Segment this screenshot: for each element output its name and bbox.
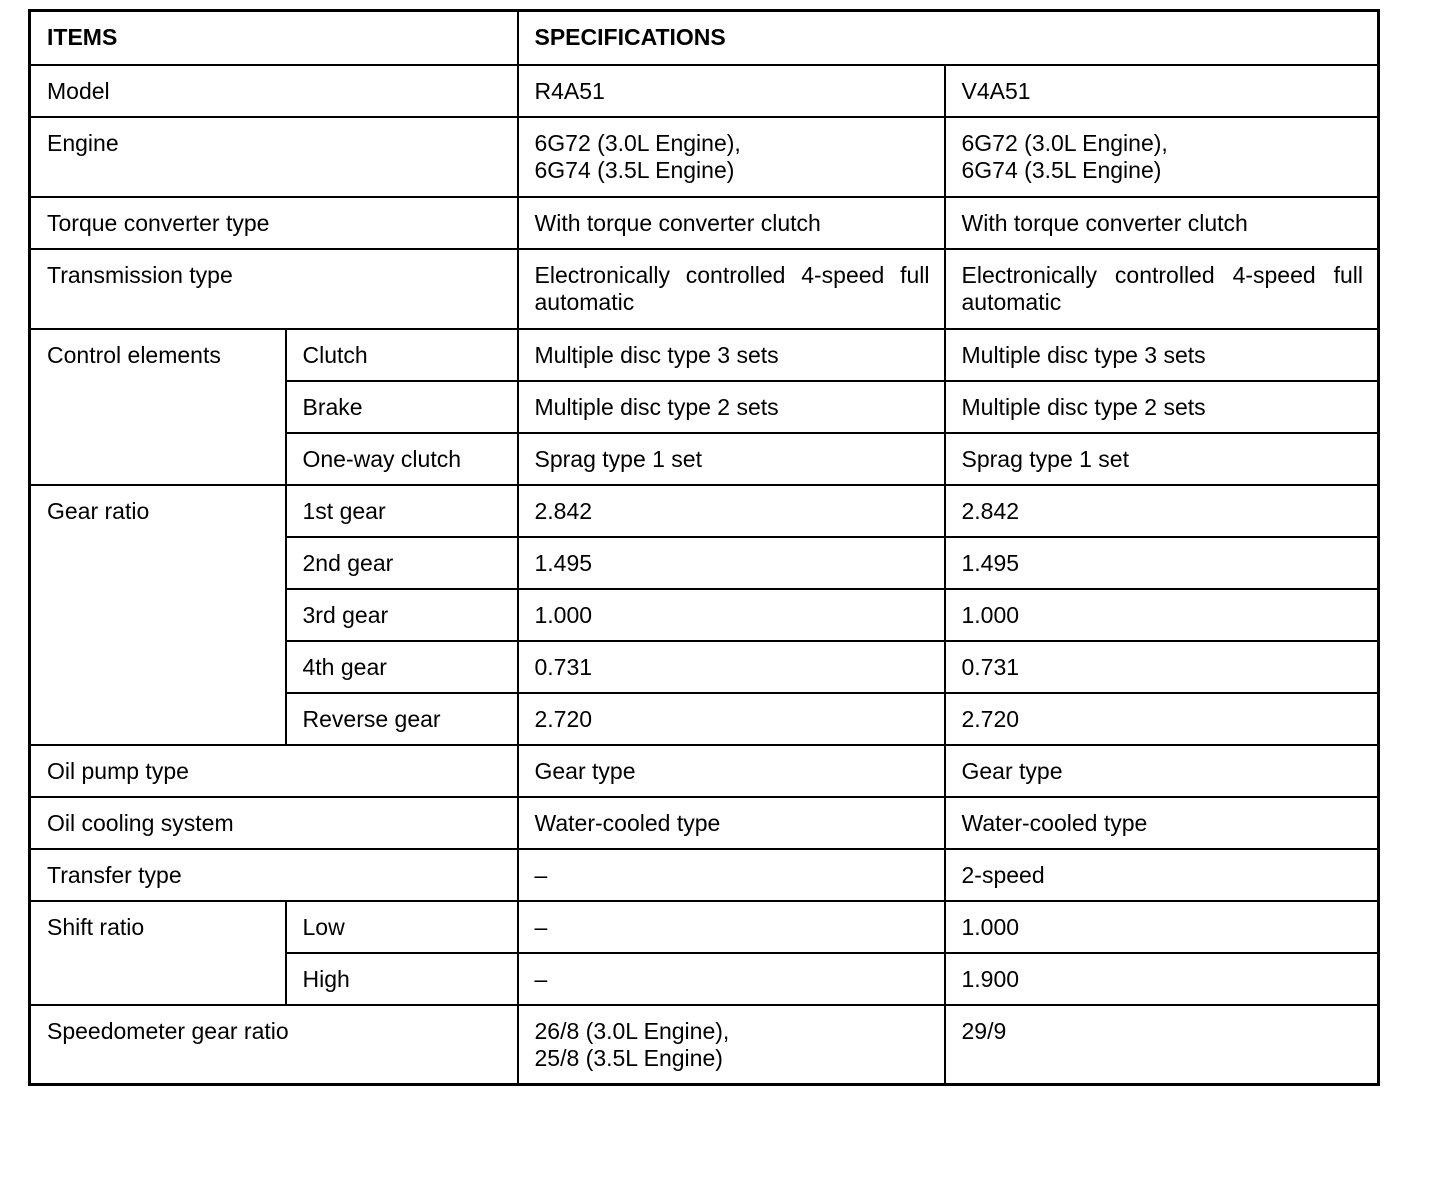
- table-row: [30, 797, 1379, 849]
- oil-pump-v4a51: Gear type: [945, 745, 1379, 797]
- transmission-r4a51: Electronically controlled 4-speed full automatic: [518, 249, 945, 329]
- header-row: [30, 11, 1379, 65]
- gear-3rd-r4a51: 1.000: [518, 589, 945, 641]
- control-sub-brake: Brake: [286, 381, 518, 433]
- control-sub-one-way-clutch: One-way clutch: [286, 433, 518, 485]
- speedometer-v4a51: 29/9: [945, 1005, 1379, 1085]
- gear-4th-r4a51: 0.731: [518, 641, 945, 693]
- clutch-v4a51: Multiple disc type 3 sets: [945, 329, 1379, 381]
- row-label-engine: Engine: [30, 117, 518, 197]
- gear-4th-v4a51: 0.731: [945, 641, 1379, 693]
- one-way-clutch-v4a51: Sprag type 1 set: [945, 433, 1379, 485]
- gear-sub-3rd: 3rd gear: [286, 589, 518, 641]
- row-label-oil-pump: Oil pump type: [30, 745, 518, 797]
- gear-2nd-r4a51: 1.495: [518, 537, 945, 589]
- table-row: [30, 901, 1379, 953]
- gear-1st-r4a51: 2.842: [518, 485, 945, 537]
- oil-cooling-v4a51: Water-cooled type: [945, 797, 1379, 849]
- specifications-table: [28, 9, 1380, 1086]
- table-row: [30, 745, 1379, 797]
- engine-r4a51: [518, 117, 945, 197]
- engine-v4a51: [945, 117, 1379, 197]
- shift-low-v4a51: 1.000: [945, 901, 1379, 953]
- gear-1st-v4a51: 2.842: [945, 485, 1379, 537]
- engine-v4a51-line: 6G74 (3.5L Engine): [961, 156, 1162, 183]
- control-sub-clutch: Clutch: [286, 329, 518, 381]
- engine-r4a51-line: 6G74 (3.5L Engine): [534, 156, 735, 183]
- gear-sub-4th: 4th gear: [286, 641, 518, 693]
- engine-r4a51-line: 6G72 (3.0L Engine),: [534, 129, 741, 156]
- clutch-r4a51: Multiple disc type 3 sets: [518, 329, 945, 381]
- transfer-r4a51: –: [518, 849, 945, 901]
- row-label-shift-ratio: Shift ratio: [30, 901, 286, 1005]
- one-way-clutch-r4a51: Sprag type 1 set: [518, 433, 945, 485]
- row-label-model: Model: [30, 65, 518, 117]
- shift-high-r4a51: –: [518, 953, 945, 1005]
- table-row: [30, 65, 1379, 117]
- gear-sub-reverse: Reverse gear: [286, 693, 518, 745]
- shift-sub-high: High: [286, 953, 518, 1005]
- table-row: [30, 117, 1379, 197]
- torque-converter-r4a51: With torque converter clutch: [518, 197, 945, 249]
- gear-reverse-v4a51: 2.720: [945, 693, 1379, 745]
- transmission-v4a51: Electronically controlled 4-speed full automatic: [945, 249, 1379, 329]
- gear-3rd-v4a51: 1.000: [945, 589, 1379, 641]
- gear-reverse-r4a51: 2.720: [518, 693, 945, 745]
- torque-converter-v4a51: With torque converter clutch: [945, 197, 1379, 249]
- brake-v4a51: Multiple disc type 2 sets: [945, 381, 1379, 433]
- speedometer-r4a51-line: 25/8 (3.5L Engine): [534, 1044, 723, 1071]
- engine-v4a51-line: 6G72 (3.0L Engine),: [961, 129, 1168, 156]
- model-v4a51: V4A51: [945, 65, 1379, 117]
- items-header: ITEMS: [30, 11, 518, 65]
- transfer-v4a51: 2-speed: [945, 849, 1379, 901]
- shift-sub-low: Low: [286, 901, 518, 953]
- shift-high-v4a51: 1.900: [945, 953, 1379, 1005]
- speedometer-r4a51: [518, 1005, 945, 1085]
- row-label-control-elements: Control elements: [30, 329, 286, 485]
- oil-pump-r4a51: Gear type: [518, 745, 945, 797]
- speedometer-r4a51-line: 26/8 (3.0L Engine),: [534, 1017, 730, 1044]
- table-row: [30, 329, 1379, 381]
- row-label-transmission: Transmission type: [30, 249, 518, 329]
- row-label-speedometer: Speedometer gear ratio: [30, 1005, 518, 1085]
- table-row: [30, 249, 1379, 329]
- shift-low-r4a51: –: [518, 901, 945, 953]
- table-row: [30, 485, 1379, 537]
- row-label-gear-ratio: Gear ratio: [30, 485, 286, 745]
- gear-2nd-v4a51: 1.495: [945, 537, 1379, 589]
- row-label-transfer: Transfer type: [30, 849, 518, 901]
- gear-sub-2nd: 2nd gear: [286, 537, 518, 589]
- row-label-torque-converter: Torque converter type: [30, 197, 518, 249]
- gear-sub-1st: 1st gear: [286, 485, 518, 537]
- table-row: [30, 1005, 1379, 1085]
- specifications-header: SPECIFICATIONS: [518, 11, 1379, 65]
- model-r4a51: R4A51: [518, 65, 945, 117]
- table-row: [30, 197, 1379, 249]
- brake-r4a51: Multiple disc type 2 sets: [518, 381, 945, 433]
- row-label-oil-cooling: Oil cooling system: [30, 797, 518, 849]
- table-row: [30, 849, 1379, 901]
- oil-cooling-r4a51: Water-cooled type: [518, 797, 945, 849]
